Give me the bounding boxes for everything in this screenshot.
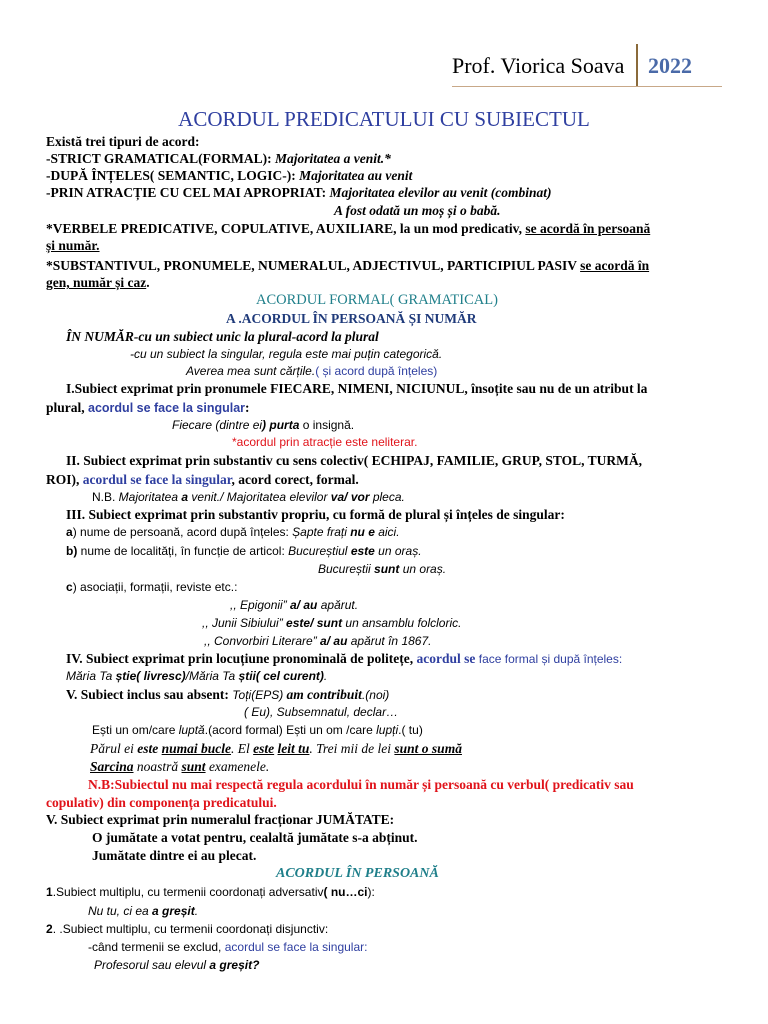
example-line: ,, Convorbiri Literare” a/ au apărut în 1867. bbox=[204, 634, 432, 648]
example-line: Nu tu, ci ea a greșit. bbox=[88, 904, 199, 918]
header-rule bbox=[452, 86, 722, 87]
rule-line: ROI), acordul se face la singular, acord corect, formal. bbox=[46, 472, 359, 487]
rule-line: I.Subiect exprimat prin pronumele FIECARE, NIMENI, NICIUNUL, însoțite sau nu de un atribut la bbox=[66, 381, 648, 396]
intro-line: Există trei tipuri de acord: bbox=[46, 134, 200, 149]
rule-line: ÎN NUMĂR-cu un subiect unic la plural-acord la plural bbox=[66, 329, 379, 344]
rule-line: II. Subiect exprimat prin substantiv cu sens colectiv( ECHIPAJ, FAMILIE, GRUP, STOL, TURMĂ, bbox=[66, 453, 643, 468]
rule-line: V. Subiect inclus sau absent: Toți(EPS) am contribuit.(noi) bbox=[66, 687, 390, 702]
rule-line: -cu un subiect la singular, regula este mai puțin categorică. bbox=[130, 347, 443, 361]
intro-line: -PRIN ATRACȚIE CU CEL MAI APROPRIAT: Majoritatea elevilor au venit (combinat) bbox=[46, 185, 552, 200]
example-line: Averea mea sunt cărțile.( și acord după înțeles) bbox=[186, 364, 438, 378]
example-line: b) nume de localități, în funcție de articol: Bucureștiul este un oraș. bbox=[66, 544, 422, 558]
rule-line: V. Subiect exprimat prin numeralul fracționar JUMĂTATE: bbox=[46, 812, 395, 827]
example-line: Părul ei este numai bucle. El este leit tu. Trei mii de lei sunt o sumă bbox=[90, 741, 462, 756]
note-line: *acordul prin atracție este neliterar. bbox=[232, 435, 418, 449]
document-title: ACORDUL PREDICATULUI CU SUBIECTUL bbox=[178, 107, 590, 131]
example-line: a) nume de persoană, acord după înțeles: Șapte frați nu e aici. bbox=[66, 525, 400, 539]
example-line: Sarcina noastră sunt examenele. bbox=[90, 759, 270, 774]
rule-line: IV. Subiect exprimat prin locuțiune pronominală de politețe, acordul se face formal și după înțeles: bbox=[66, 651, 623, 666]
example-line: Fiecare (dintre ei) purta o insignă. bbox=[172, 418, 355, 432]
rule-line: III. Subiect exprimat prin substantiv propriu, cu formă de plural și înțeles de singular: bbox=[66, 507, 565, 522]
intro-line: -DUPĂ ÎNȚELES( SEMANTIC, LOGIC-): Majoritatea au venit bbox=[46, 168, 413, 183]
example-line: N.B. Majoritatea a venit./ Majoritatea elevilor va/ vor pleca. bbox=[92, 490, 405, 504]
intro-line: -STRICT GRAMATICAL(FORMAL): Majoritatea a venit.* bbox=[46, 151, 391, 166]
example-line: ,, Junii Sibiului” este/ sunt un ansamblu folcloric. bbox=[202, 616, 462, 630]
nb-note: copulativ) din componența predicatului. bbox=[46, 795, 277, 810]
rule-line: 1.Subiect multiplu, cu termenii coordonați adversativ( nu…ci): bbox=[46, 885, 375, 899]
nb-note: N.B:Subiectul nu mai respectă regula acordului în număr și persoană cu verbul( predicativ sau bbox=[88, 777, 634, 792]
example-line: Jumătate dintre ei au plecat. bbox=[92, 848, 257, 863]
intro-line: și număr. bbox=[46, 238, 100, 253]
example-line: O jumătate a votat pentru, cealaltă jumătate s-a abținut. bbox=[92, 830, 418, 845]
intro-line: *SUBSTANTIVUL, PRONUMELE, NUMERALUL, ADJECTIVUL, PARTICIPIUL PASIV se acordă în bbox=[46, 258, 650, 273]
section-heading-formal: ACORDUL FORMAL( GRAMATICAL) bbox=[256, 292, 498, 308]
example-line: ( Eu), Subsemnatul, declar… bbox=[244, 705, 399, 719]
rule-line: 2. .Subiect multiplu, cu termenii coordonați disjunctiv: bbox=[46, 922, 329, 936]
example-line: Profesorul sau elevul a greșit? bbox=[94, 958, 260, 972]
header-separator bbox=[636, 44, 638, 86]
intro-line: A fost odată un moș și o babă. bbox=[334, 203, 501, 218]
rule-line: plural, acordul se face la singular: bbox=[46, 400, 250, 415]
intro-line: gen, număr și caz. bbox=[46, 275, 150, 290]
year: 2022 bbox=[648, 53, 692, 78]
example-line: Măria Ta știe( livresc)/Măria Ta știi( cel curent). bbox=[66, 669, 328, 683]
subsection-heading: A .ACORDUL ÎN PERSOANĂ ȘI NUMĂR bbox=[226, 311, 477, 326]
rule-line: -când termenii se exclud, acordul se face la singular: bbox=[88, 940, 368, 954]
author-name: Prof. Viorica Soava bbox=[452, 53, 625, 78]
intro-line: *VERBELE PREDICATIVE, COPULATIVE, AUXILIARE, la un mod predicativ, se acordă în persoană bbox=[46, 221, 651, 236]
example-line: ,, Epigonii” a/ au apărut. bbox=[230, 598, 359, 612]
section-heading-persoana: ACORDUL ÎN PERSOANĂ bbox=[276, 866, 439, 881]
example-line: Bucureștii sunt un oraș. bbox=[318, 562, 447, 576]
example-line: Ești un om/care luptă.(acord formal) Ești un om /care lupți.( tu) bbox=[92, 723, 423, 737]
example-line: c) asociații, formații, reviste etc.: bbox=[66, 580, 238, 594]
